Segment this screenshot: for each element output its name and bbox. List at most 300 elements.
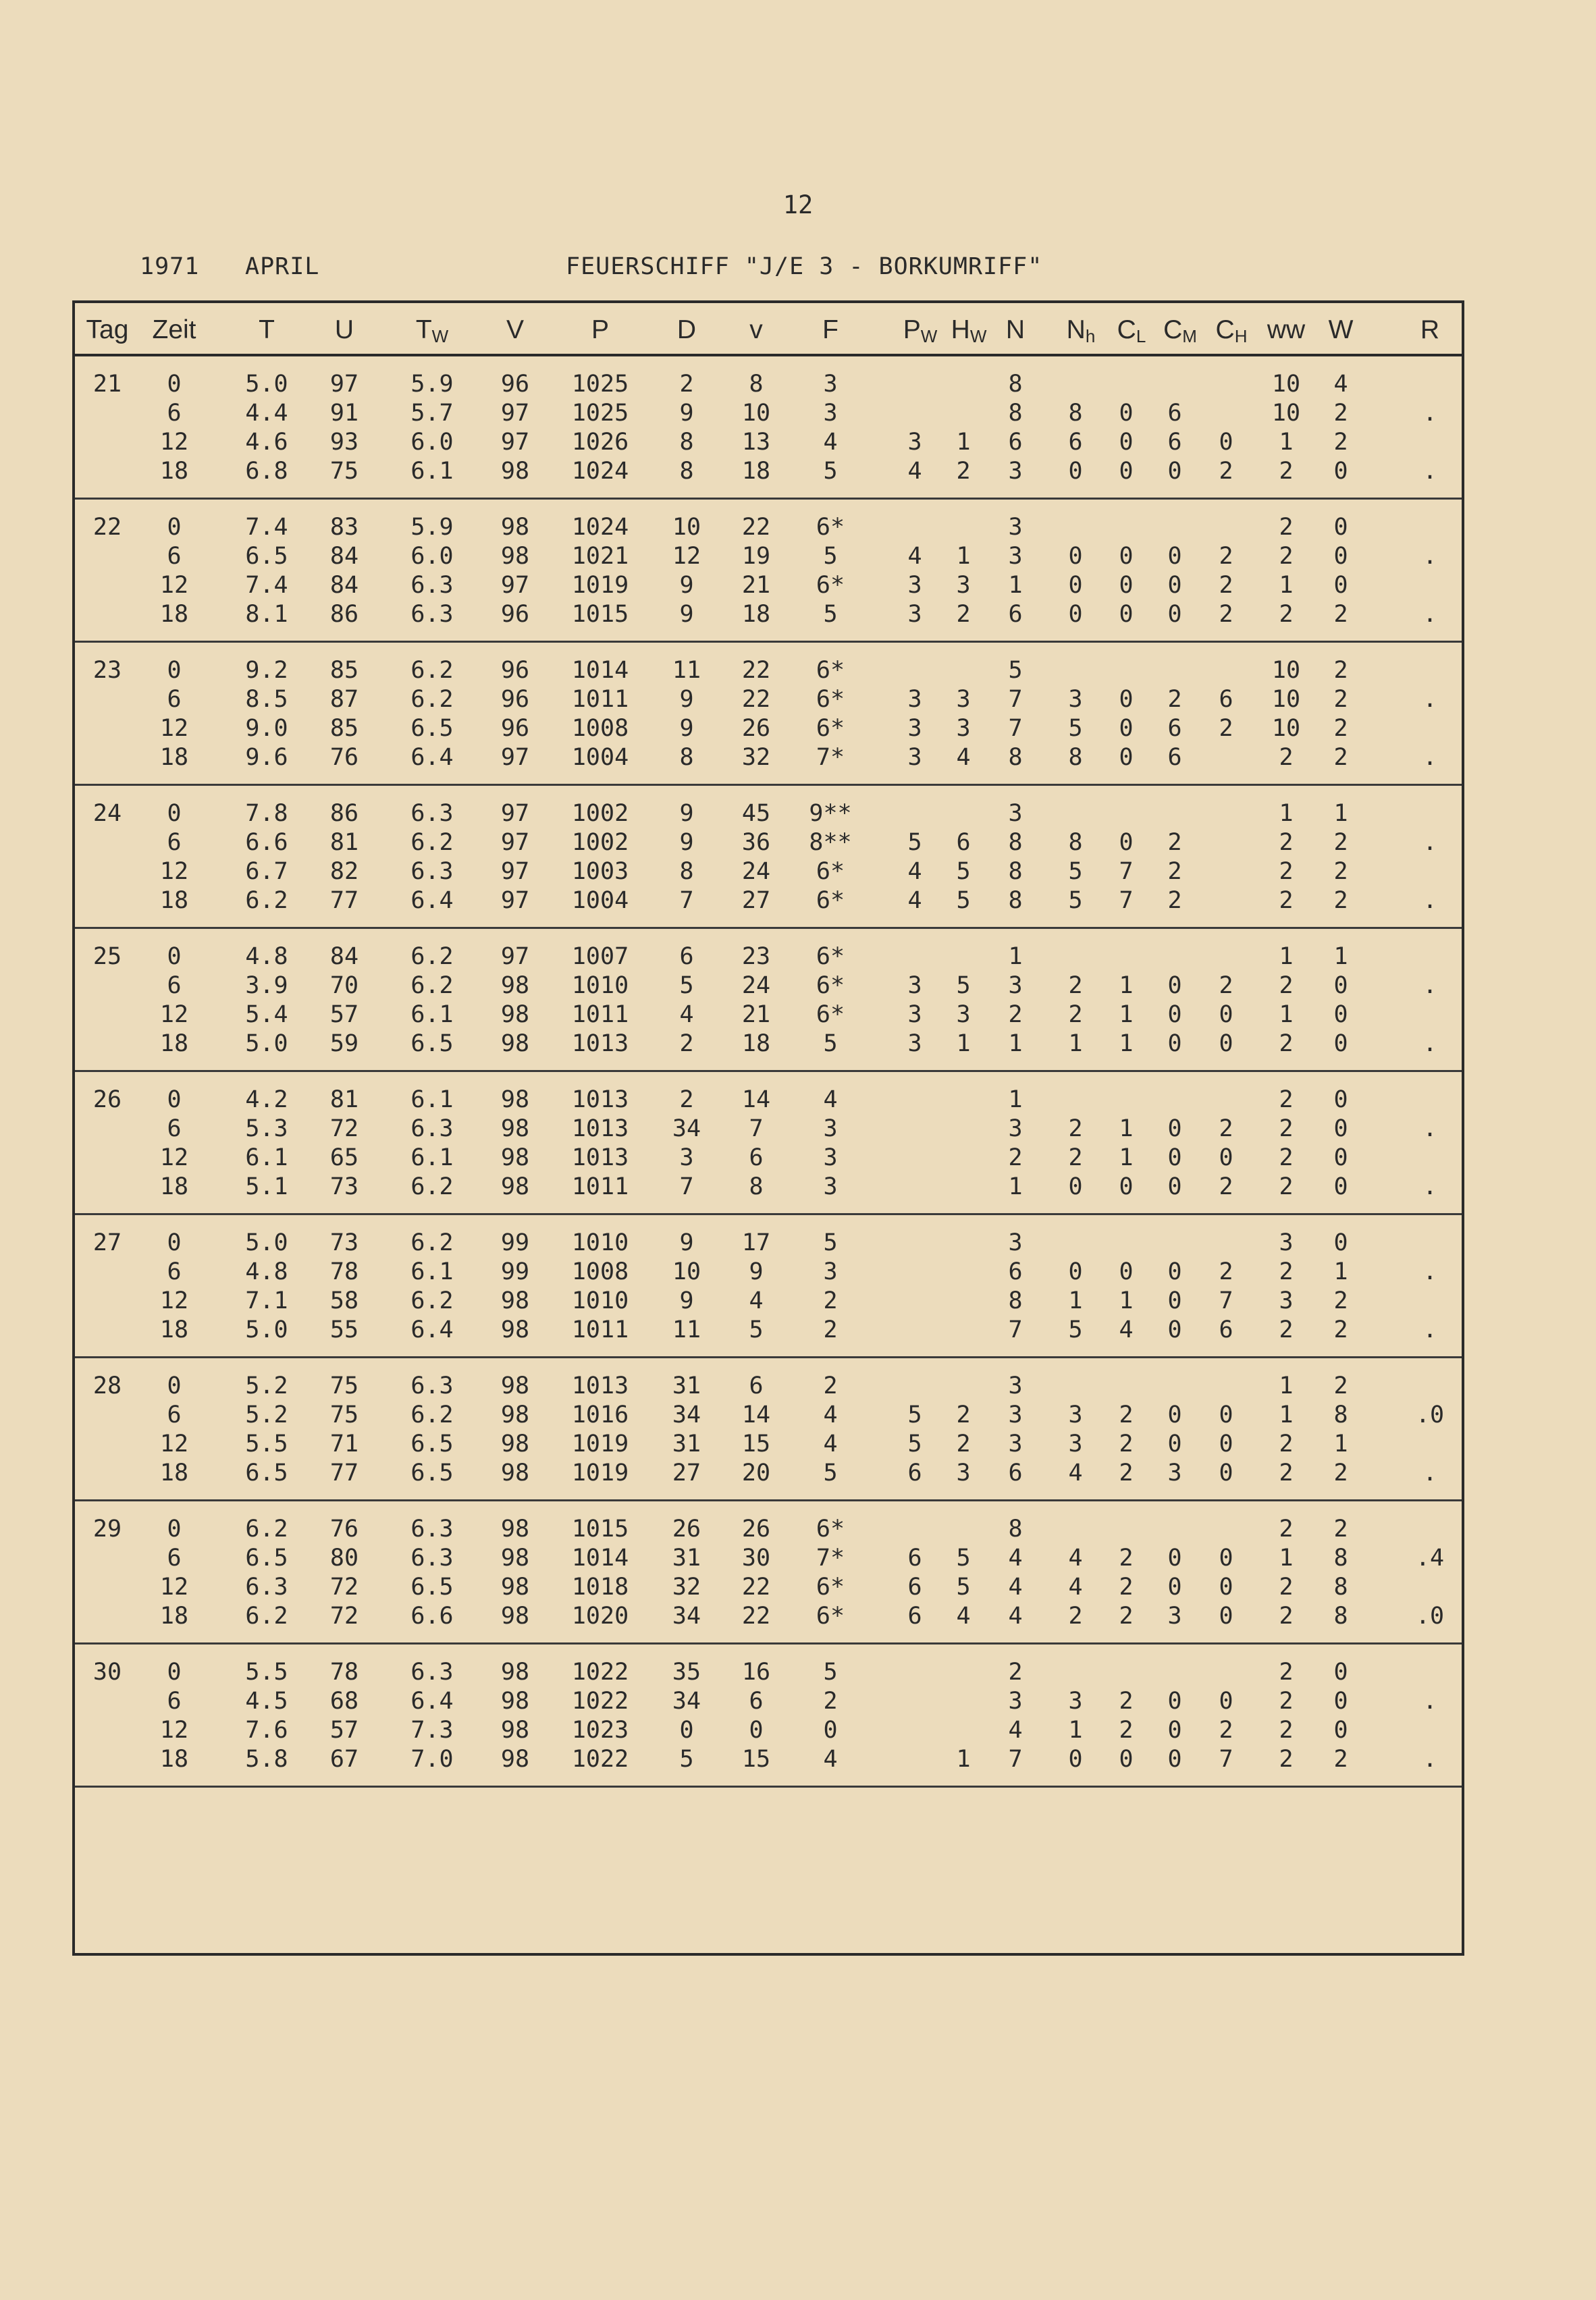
table-row — [75, 428, 1462, 457]
cell-cl: 0 — [1119, 744, 1134, 771]
cell-tw: 5.9 — [410, 371, 454, 398]
cell-vv: 14 — [741, 1401, 771, 1428]
table-row — [75, 370, 1462, 399]
cell-cl: 2 — [1119, 1430, 1134, 1457]
cell-tw: 6.3 — [410, 1516, 454, 1543]
cell-zeit: 0 — [167, 657, 182, 684]
cell-zeit: 12 — [159, 1430, 189, 1457]
cell-hw: 4 — [956, 744, 971, 771]
cell-n: 3 — [1008, 1688, 1023, 1715]
cell-cm: 0 — [1167, 1746, 1182, 1773]
day-cell: 29 — [92, 1516, 122, 1543]
cell-nh: 2 — [1068, 972, 1083, 999]
cell-u: 65 — [329, 1144, 359, 1171]
cell-nh: 2 — [1068, 1115, 1083, 1142]
day-group-30 — [75, 1644, 1462, 1788]
cell-pw: 4 — [907, 543, 922, 570]
cell-r: . — [1422, 458, 1437, 485]
cell-chh: 0 — [1219, 1144, 1233, 1171]
cell-tw: 6.3 — [410, 601, 454, 628]
cell-hw: 6 — [956, 829, 971, 856]
cell-zeit: 12 — [159, 572, 189, 599]
table-row — [75, 714, 1462, 743]
cell-pw: 4 — [907, 858, 922, 885]
cell-tw: 6.2 — [410, 972, 454, 999]
col-header-pw — [903, 315, 938, 347]
cell-ww: 2 — [1279, 1603, 1294, 1630]
cell-u: 75 — [329, 1401, 359, 1428]
cell-f: 3 — [823, 400, 838, 427]
cell-w: 0 — [1333, 1717, 1348, 1744]
cell-ww: 2 — [1279, 1717, 1294, 1744]
cell-p: 1011 — [571, 1173, 629, 1200]
cell-zeit: 18 — [159, 887, 189, 914]
cell-t: 8.1 — [245, 601, 288, 628]
col-header-sub: M — [1182, 326, 1197, 346]
cell-v: 97 — [500, 943, 530, 970]
cell-w: 2 — [1333, 429, 1348, 456]
cell-pw: 3 — [907, 429, 922, 456]
cell-t: 3.9 — [245, 972, 288, 999]
cell-d: 31 — [672, 1430, 701, 1457]
cell-vv: 13 — [741, 429, 771, 456]
cell-hw: 1 — [956, 429, 971, 456]
col-header-label: U — [334, 315, 354, 344]
cell-w: 2 — [1333, 400, 1348, 427]
cell-f: 6* — [816, 1574, 845, 1601]
cell-v: 97 — [500, 429, 530, 456]
cell-vv: 22 — [741, 657, 771, 684]
cell-pw: 4 — [907, 887, 922, 914]
cell-d: 7 — [679, 887, 694, 914]
cell-f: 5 — [823, 1460, 838, 1487]
cell-vv: 21 — [741, 572, 771, 599]
col-header-label: C — [1117, 315, 1136, 344]
cell-cm: 0 — [1167, 1287, 1182, 1314]
cell-tw: 6.2 — [410, 1401, 454, 1428]
cell-v: 98 — [500, 1372, 530, 1399]
cell-ww: 10 — [1271, 657, 1301, 684]
cell-tw: 6.3 — [410, 572, 454, 599]
table-row — [75, 513, 1462, 542]
cell-w: 2 — [1333, 1516, 1348, 1543]
cell-v: 97 — [500, 887, 530, 914]
cell-f: 2 — [823, 1287, 838, 1314]
cell-v: 98 — [500, 1316, 530, 1343]
cell-f: 6* — [816, 657, 845, 684]
cell-cm: 6 — [1167, 744, 1182, 771]
cell-zeit: 12 — [159, 715, 189, 742]
cell-cm: 0 — [1167, 1574, 1182, 1601]
cell-f: 6* — [816, 887, 845, 914]
cell-t: 7.1 — [245, 1287, 288, 1314]
cell-r: . — [1422, 1316, 1437, 1343]
table-row — [75, 1372, 1462, 1401]
table-row — [75, 1745, 1462, 1774]
cell-t: 5.0 — [245, 1229, 288, 1256]
cell-f: 9** — [809, 800, 852, 827]
cell-hw: 3 — [956, 715, 971, 742]
cell-chh: 0 — [1219, 1574, 1233, 1601]
cell-d: 2 — [679, 371, 694, 398]
cell-t: 7.4 — [245, 514, 288, 541]
cell-n: 3 — [1008, 1401, 1023, 1428]
cell-pw: 6 — [907, 1574, 922, 1601]
cell-p: 1025 — [571, 400, 629, 427]
cell-nh: 3 — [1068, 686, 1083, 713]
table-row — [75, 1430, 1462, 1459]
col-header-f — [822, 315, 839, 345]
cell-n: 7 — [1008, 686, 1023, 713]
column-header-row — [75, 303, 1462, 356]
cell-t: 6.8 — [245, 458, 288, 485]
cell-ww: 1 — [1279, 1001, 1294, 1028]
cell-vv: 6 — [749, 1372, 764, 1399]
cell-d: 4 — [679, 1001, 694, 1028]
cell-r: . — [1422, 744, 1437, 771]
cell-d: 9 — [679, 715, 694, 742]
cell-r: . — [1422, 887, 1437, 914]
cell-cl: 7 — [1119, 858, 1134, 885]
cell-hw: 5 — [956, 887, 971, 914]
cell-zeit: 6 — [167, 1258, 182, 1285]
cell-r: .4 — [1415, 1545, 1445, 1572]
cell-vv: 22 — [741, 686, 771, 713]
cell-t: 5.3 — [245, 1115, 288, 1142]
cell-n: 6 — [1008, 1258, 1023, 1285]
cell-t: 9.2 — [245, 657, 288, 684]
cell-pw: 5 — [907, 829, 922, 856]
cell-cl: 0 — [1119, 686, 1134, 713]
cell-hw: 3 — [956, 686, 971, 713]
cell-chh: 0 — [1219, 429, 1233, 456]
cell-v: 98 — [500, 1545, 530, 1572]
cell-chh: 2 — [1219, 972, 1233, 999]
cell-d: 27 — [672, 1460, 701, 1487]
cell-tw: 6.3 — [410, 1372, 454, 1399]
cell-r: . — [1422, 543, 1437, 570]
cell-hw: 5 — [956, 972, 971, 999]
cell-n: 4 — [1008, 1545, 1023, 1572]
cell-v: 98 — [500, 1688, 530, 1715]
cell-vv: 22 — [741, 1574, 771, 1601]
col-header-label: v — [749, 315, 763, 344]
cell-ww: 2 — [1279, 1144, 1294, 1171]
cell-r: . — [1422, 972, 1437, 999]
cell-n: 2 — [1008, 1001, 1023, 1028]
day-cell: 22 — [92, 514, 122, 541]
cell-n: 4 — [1008, 1717, 1023, 1744]
cell-p: 1002 — [571, 800, 629, 827]
cell-cm: 0 — [1167, 601, 1182, 628]
cell-u: 97 — [329, 371, 359, 398]
cell-d: 8 — [679, 858, 694, 885]
cell-ww: 2 — [1279, 1086, 1294, 1113]
cell-r: . — [1422, 1460, 1437, 1487]
cell-w: 2 — [1333, 829, 1348, 856]
table-row — [75, 1459, 1462, 1488]
cell-chh: 2 — [1219, 1258, 1233, 1285]
table-row — [75, 1029, 1462, 1059]
cell-v: 98 — [500, 1086, 530, 1113]
cell-w: 0 — [1333, 972, 1348, 999]
cell-d: 9 — [679, 686, 694, 713]
cell-p: 1025 — [571, 371, 629, 398]
cell-f: 2 — [823, 1688, 838, 1715]
cell-vv: 45 — [741, 800, 771, 827]
cell-ww: 2 — [1279, 858, 1294, 885]
col-header-n — [1006, 315, 1025, 345]
cell-d: 9 — [679, 1229, 694, 1256]
cell-d: 34 — [672, 1688, 701, 1715]
cell-w: 0 — [1333, 1688, 1348, 1715]
cell-cl: 1 — [1119, 1287, 1134, 1314]
cell-cm: 0 — [1167, 972, 1182, 999]
cell-w: 1 — [1333, 1258, 1348, 1285]
day-group-21 — [75, 356, 1462, 500]
cell-r: . — [1422, 829, 1437, 856]
cell-n: 8 — [1008, 887, 1023, 914]
table-row — [75, 1573, 1462, 1602]
cell-ww: 10 — [1271, 715, 1301, 742]
cell-cl: 0 — [1119, 543, 1134, 570]
cell-pw: 3 — [907, 715, 922, 742]
table-row — [75, 571, 1462, 600]
cell-f: 2 — [823, 1316, 838, 1343]
cell-vv: 18 — [741, 1030, 771, 1057]
cell-u: 73 — [329, 1229, 359, 1256]
cell-hw: 4 — [956, 1603, 971, 1630]
cell-ww: 2 — [1279, 1746, 1294, 1773]
cell-vv: 8 — [749, 371, 764, 398]
cell-u: 73 — [329, 1173, 359, 1200]
cell-chh: 2 — [1219, 1717, 1233, 1744]
cell-nh: 0 — [1068, 543, 1083, 570]
cell-hw: 3 — [956, 1460, 971, 1487]
cell-r: . — [1422, 686, 1437, 713]
table-row — [75, 743, 1462, 772]
cell-nh: 5 — [1068, 858, 1083, 885]
header-month: APRIL — [245, 253, 320, 280]
cell-nh: 0 — [1068, 1746, 1083, 1773]
col-header-label: D — [676, 315, 697, 344]
day-cell: 25 — [92, 943, 122, 970]
cell-nh: 5 — [1068, 1316, 1083, 1343]
col-header-label: T — [415, 315, 432, 344]
cell-nh: 3 — [1068, 1401, 1083, 1428]
cell-d: 9 — [679, 601, 694, 628]
cell-d: 2 — [679, 1030, 694, 1057]
cell-n: 8 — [1008, 744, 1023, 771]
cell-nh: 4 — [1068, 1574, 1083, 1601]
cell-p: 1026 — [571, 429, 629, 456]
col-header-sub: W — [920, 326, 938, 346]
cell-f: 3 — [823, 371, 838, 398]
cell-zeit: 18 — [159, 601, 189, 628]
cell-chh: 2 — [1219, 543, 1233, 570]
cell-r: . — [1422, 1258, 1437, 1285]
cell-v: 96 — [500, 371, 530, 398]
cell-d: 8 — [679, 744, 694, 771]
cell-vv: 5 — [749, 1316, 764, 1343]
col-header-tag — [86, 315, 129, 345]
cell-n: 3 — [1008, 1229, 1023, 1256]
cell-p: 1010 — [571, 972, 629, 999]
cell-vv: 15 — [741, 1430, 771, 1457]
table-row — [75, 942, 1462, 971]
cell-nh: 3 — [1068, 1688, 1083, 1715]
cell-vv: 22 — [741, 514, 771, 541]
col-header-label: V — [506, 315, 525, 344]
cell-vv: 15 — [741, 1746, 771, 1773]
cell-n: 8 — [1008, 1287, 1023, 1314]
cell-p: 1015 — [571, 601, 629, 628]
cell-pw: 3 — [907, 686, 922, 713]
cell-vv: 23 — [741, 943, 771, 970]
col-header-t — [259, 315, 275, 345]
cell-f: 6* — [816, 1603, 845, 1630]
cell-pw: 6 — [907, 1603, 922, 1630]
cell-u: 76 — [329, 744, 359, 771]
cell-f: 6* — [816, 1001, 845, 1028]
cell-pw: 3 — [907, 601, 922, 628]
day-cell: 21 — [92, 371, 122, 398]
cell-f: 4 — [823, 1401, 838, 1428]
cell-u: 57 — [329, 1001, 359, 1028]
day-cell: 28 — [92, 1372, 122, 1399]
col-header-hw — [951, 315, 987, 347]
cell-w: 0 — [1333, 1173, 1348, 1200]
col-header-u — [335, 315, 354, 345]
cell-t: 6.2 — [245, 1603, 288, 1630]
cell-w: 2 — [1333, 744, 1348, 771]
cell-d: 6 — [679, 943, 694, 970]
cell-d: 5 — [679, 1746, 694, 1773]
cell-w: 2 — [1333, 1287, 1348, 1314]
cell-p: 1013 — [571, 1086, 629, 1113]
cell-chh: 0 — [1219, 1001, 1233, 1028]
table-row — [75, 1000, 1462, 1029]
cell-ww: 2 — [1279, 887, 1294, 914]
cell-w: 2 — [1333, 686, 1348, 713]
cell-f: 6* — [816, 943, 845, 970]
cell-n: 4 — [1008, 1574, 1023, 1601]
cell-u: 82 — [329, 858, 359, 885]
cell-n: 1 — [1008, 572, 1023, 599]
cell-hw: 3 — [956, 1001, 971, 1028]
cell-d: 10 — [672, 514, 701, 541]
cell-d: 34 — [672, 1115, 701, 1142]
cell-chh: 0 — [1219, 1545, 1233, 1572]
cell-vv: 36 — [741, 829, 771, 856]
cell-f: 5 — [823, 601, 838, 628]
cell-w: 0 — [1333, 458, 1348, 485]
cell-f: 6* — [816, 686, 845, 713]
cell-vv: 20 — [741, 1460, 771, 1487]
table-row — [75, 828, 1462, 857]
cell-tw: 6.3 — [410, 1659, 454, 1686]
cell-zeit: 12 — [159, 1001, 189, 1028]
cell-t: 7.8 — [245, 800, 288, 827]
cell-cm: 6 — [1167, 400, 1182, 427]
col-header-label: Zeit — [152, 315, 196, 344]
cell-t: 6.2 — [245, 1516, 288, 1543]
cell-u: 76 — [329, 1516, 359, 1543]
table-row — [75, 1544, 1462, 1573]
table-row — [75, 1086, 1462, 1115]
cell-ww: 2 — [1279, 1030, 1294, 1057]
col-header-label: R — [1420, 315, 1440, 344]
cell-cm: 3 — [1167, 1603, 1182, 1630]
cell-hw: 5 — [956, 1574, 971, 1601]
table-row — [75, 1687, 1462, 1716]
cell-d: 8 — [679, 458, 694, 485]
cell-f: 5 — [823, 1659, 838, 1686]
col-header-sub: W — [431, 326, 449, 346]
cell-v: 96 — [500, 715, 530, 742]
cell-ww: 2 — [1279, 1430, 1294, 1457]
cell-u: 84 — [329, 572, 359, 599]
cell-f: 6* — [816, 715, 845, 742]
cell-f: 3 — [823, 1258, 838, 1285]
cell-pw: 3 — [907, 972, 922, 999]
cell-hw: 5 — [956, 858, 971, 885]
cell-chh: 0 — [1219, 1688, 1233, 1715]
cell-t: 5.0 — [245, 1030, 288, 1057]
cell-w: 2 — [1333, 858, 1348, 885]
cell-cl: 2 — [1119, 1574, 1134, 1601]
cell-d: 9 — [679, 572, 694, 599]
cell-vv: 19 — [741, 543, 771, 570]
cell-r: . — [1422, 1030, 1437, 1057]
cell-p: 1011 — [571, 1001, 629, 1028]
day-cell: 24 — [92, 800, 122, 827]
day-cell: 23 — [92, 657, 122, 684]
cell-u: 57 — [329, 1717, 359, 1744]
cell-vv: 14 — [741, 1086, 771, 1113]
cell-cm: 0 — [1167, 1545, 1182, 1572]
cell-d: 3 — [679, 1144, 694, 1171]
cell-t: 5.4 — [245, 1001, 288, 1028]
cell-zeit: 18 — [159, 1316, 189, 1343]
cell-zeit: 6 — [167, 1688, 182, 1715]
cell-zeit: 12 — [159, 1287, 189, 1314]
cell-n: 6 — [1008, 1460, 1023, 1487]
cell-u: 84 — [329, 943, 359, 970]
cell-v: 96 — [500, 657, 530, 684]
cell-v: 98 — [500, 1603, 530, 1630]
cell-zeit: 18 — [159, 1746, 189, 1773]
cell-vv: 16 — [741, 1659, 771, 1686]
cell-u: 81 — [329, 829, 359, 856]
cell-n: 3 — [1008, 514, 1023, 541]
day-group-22 — [75, 500, 1462, 643]
cell-cl: 2 — [1119, 1401, 1134, 1428]
col-header-sub: h — [1085, 326, 1096, 346]
cell-n: 3 — [1008, 543, 1023, 570]
cell-tw: 6.4 — [410, 744, 454, 771]
cell-v: 97 — [500, 800, 530, 827]
cell-nh: 8 — [1068, 829, 1083, 856]
col-header-vv — [749, 315, 763, 345]
cell-d: 7 — [679, 1173, 694, 1200]
cell-p: 1004 — [571, 744, 629, 771]
cell-ww: 2 — [1279, 1258, 1294, 1285]
cell-w: 2 — [1333, 1372, 1348, 1399]
cell-nh: 3 — [1068, 1430, 1083, 1457]
cell-zeit: 0 — [167, 1229, 182, 1256]
cell-t: 5.0 — [245, 371, 288, 398]
